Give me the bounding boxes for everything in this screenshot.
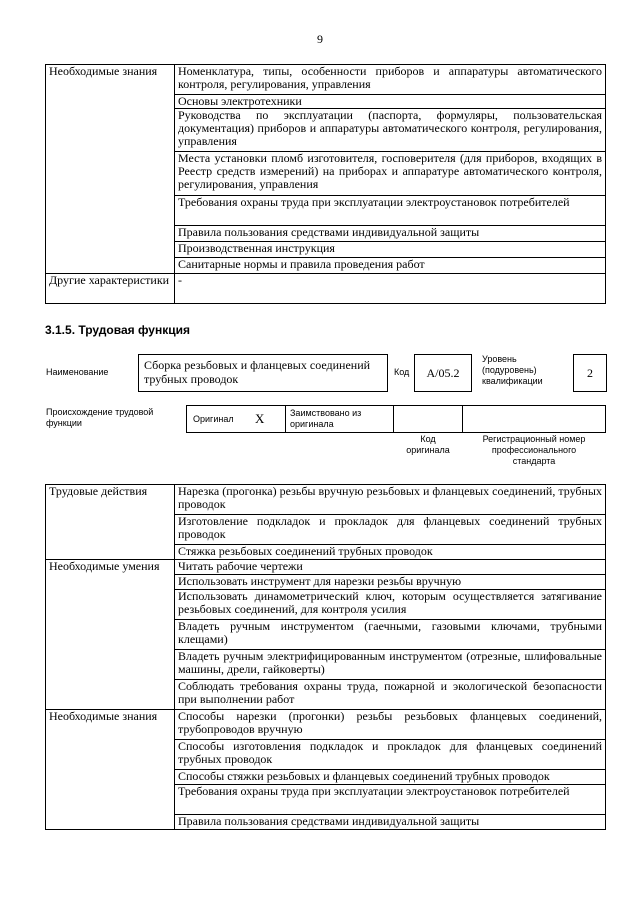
row-label-other: Другие характеристики [46,274,175,304]
knowledge-item: Требования охраны труда при эксплуатации электроустановок потребителей [175,785,606,815]
skill-item: Соблюдать требования охраны труда, пожарной и экологической безопасности при выполнении работ [175,680,606,710]
name-box [138,354,388,392]
knowledge-item: Требования охраны труда при эксплуатации электроустановок потребителей [175,196,606,226]
action-item: Изготовление подкладок и прокладок для фланцевых соединений трубных проводок [175,515,606,545]
original-mark: X [255,411,265,426]
skill-item: Читать рабочие чертежи [175,560,606,575]
knowledge-item: Номенклатура, типы, особенности приборов и аппаратуры автоматического контроля, регулирования, управления [175,65,606,95]
reg-number-label: Регистрационный номер профессионального стандарта [482,434,586,466]
knowledge-item: Места установки пломб изготовителя, госповерителя (для приборов, входящих в Реестр средств измерений) на приборах и аппаратуре автоматического контроля, регулирования, управления [175,152,606,196]
section-title: 3.1.5. Трудовая функция [45,323,190,337]
knowledge-item: Производственная инструкция [175,242,606,258]
row-label-actions: Трудовые действия [46,485,175,560]
knowledge-item: Основы электротехники [175,95,606,109]
table-row [46,274,606,304]
action-item: Нарезка (прогонка) резьбы вручную резьбовых и фланцевых соединений, трубных проводок [175,485,606,515]
row-label-skills: Необходимые умения [46,560,175,710]
code-original-label: Код оригинала [406,434,450,455]
knowledge-item: Правила пользования средствами индивидуальной защиты [175,226,606,242]
function-table [45,484,606,830]
knowledge-item: Способы нарезки (прогонки) резьбы резьбовых фланцевых соединений, трубопроводов вручную [175,710,606,740]
original-label: Оригинал [193,414,234,424]
knowledge-table-top [45,64,606,304]
row-label-knowledge-2: Необходимые знания [46,710,175,830]
skill-item: Владеть ручным инструментом (гаечными, газовыми ключами, трубными клещами) [175,620,606,650]
reg-number-box [462,405,606,433]
skill-item: Владеть ручным электрифицированным инструментом (отрезные, шлифовальные машины, дрели, гайковерты) [175,650,606,680]
table-row [46,485,606,515]
skill-item: Использовать инструмент для нарезки резьбы вручную [175,575,606,590]
borrowed-label: Заимствовано из оригинала [290,408,362,429]
row-label-knowledge: Необходимые знания [46,65,175,274]
knowledge-item: Правила пользования средствами индивидуальной защиты [175,815,606,830]
table-row [46,710,606,740]
name-label: Наименование [46,367,109,377]
skill-item: Использовать динамометрический ключ, которым осуществляется затягивание резьбовых соединений, для контроля усилия [175,590,606,620]
borrowed-box [285,405,394,433]
level-value: 2 [587,366,593,380]
code-original-box [393,405,463,433]
code-box [414,354,472,392]
code-label: Код [394,367,410,377]
page-number: 9 [317,32,323,46]
level-box [573,354,607,392]
name-value: Сборка резьбовых и фланцевых соединений трубных проводок [144,358,371,386]
original-box [186,405,286,433]
table-row [46,65,606,95]
action-item: Стяжка резьбовых соединений трубных проводок [175,545,606,560]
knowledge-item: Руководства по эксплуатации (паспорта, формуляры, пользовательская документация) приборов и аппаратуры автоматического контроля, регулирования, управления [175,109,606,152]
knowledge-item: Способы изготовления подкладок и прокладок для фланцевых соединений трубных проводок [175,740,606,770]
knowledge-item: Санитарные нормы и правила проведения работ [175,258,606,274]
origin-label: Происхождение трудовой функции [46,407,154,428]
level-label: Уровень (подуровень) квалификации [482,354,543,386]
knowledge-item: Способы стяжки резьбовых и фланцевых соединений трубных проводок [175,770,606,785]
code-value: А/05.2 [426,366,460,380]
other-value: - [175,274,606,304]
table-row [46,560,606,575]
